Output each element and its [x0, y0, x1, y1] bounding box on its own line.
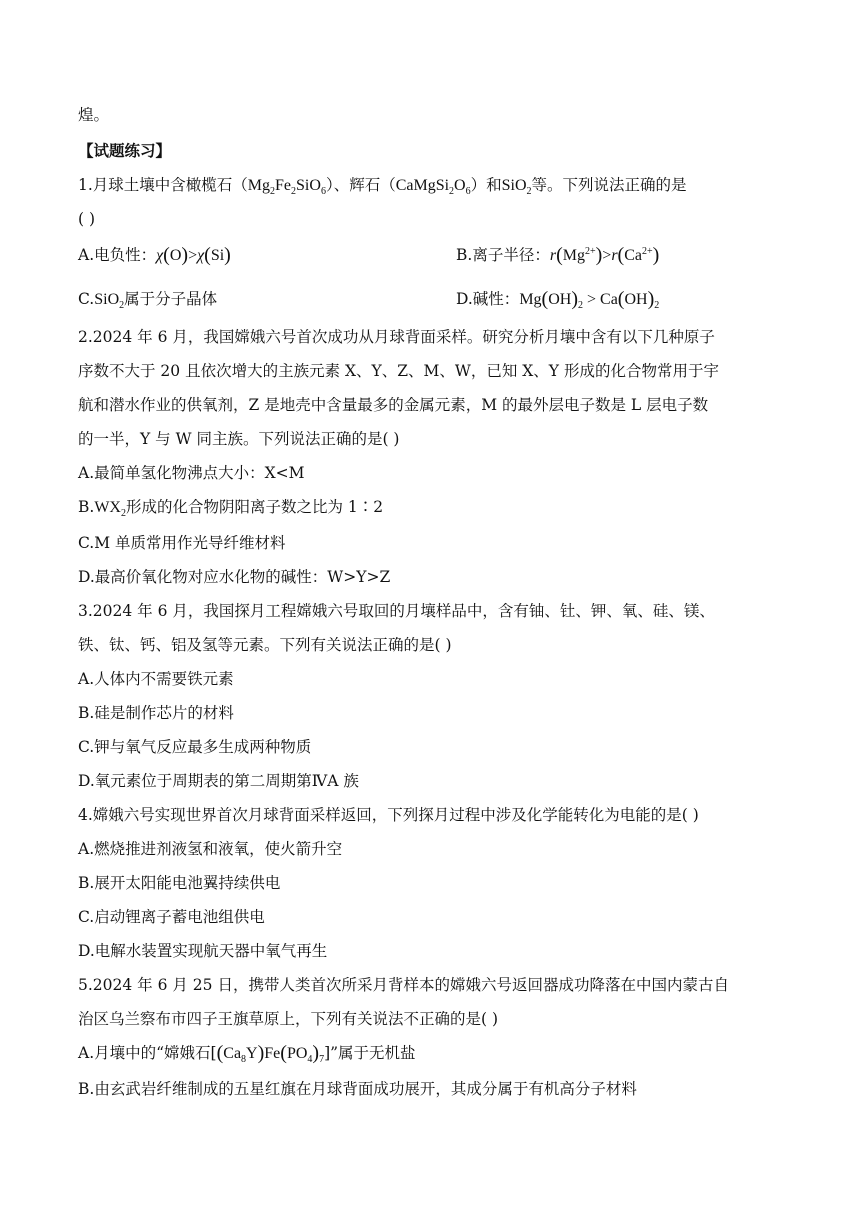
q1-stem: 1.月球土壤中含橄榄石$(Mg_2Fe_2SiO_6)$、辉石$(CaMgSi_2O_6)$和SiO$_2$等。下列说法正确的是	[78, 176, 687, 197]
q1-option-b: B.离子半径：$r(Mg^{2+})>r(Ca^{2+})$	[456, 244, 660, 266]
formula-olivine: $Mg_2Fe_2SiO_6$	[247, 177, 326, 197]
formula-sio2: SiO$_2$	[501, 177, 532, 197]
q2-option-c: C.M 单质常用作光导纤维材料	[78, 534, 286, 552]
q2-option-a: A.最简单氢化物沸点大小：X<M	[78, 464, 305, 482]
formula-sio2-c: SiO$_2$	[94, 291, 125, 311]
q1-paren: ( )	[78, 210, 96, 228]
q1-option-a: A.电负性：χ(O)>χ(Si)	[78, 244, 231, 266]
q2-line3: 航和潜水作业的供氧剂，Z 是地壳中含量最多的金属元素，M 的最外层电子数是 L 层电子数	[78, 396, 709, 414]
q3-option-b: B.硅是制作芯片的材料	[78, 704, 234, 722]
q2-option-d: D.最高价氧化物对应水化物的碱性：W>Y>Z	[78, 568, 391, 586]
formula-changesite: $(Ca_8Y)Fe(PO_4)_7$	[216, 1042, 325, 1065]
q3-line2: 铁、钛、钙、铝及氢等元素。下列有关说法正确的是( )	[78, 636, 452, 654]
q5-line2: 治区乌兰察布市四子王旗草原上，下列有关说法不正确的是( )	[78, 1010, 499, 1028]
q2-line2: 序数不大于 20 且依次增大的主族元素 X、Y、Z、M、W，已知 X、Y 形成的化合物常用于宇	[78, 362, 719, 380]
q1-options-ab	[78, 244, 660, 267]
q4-option-a: A.燃烧推进剂液氢和液氧，使火箭升空	[78, 840, 343, 858]
formula-electronegativity: χ(O)>χ(Si)	[156, 244, 231, 266]
q4-option-d: D.电解水装置实现航天器中氧气再生	[78, 942, 328, 960]
formula-pyroxene: $CaMgSi_2O_6$	[395, 177, 471, 197]
q4-option-c: C.启动锂离子蓄电池组供电	[78, 908, 265, 926]
formula-ionic-radius: $r(Mg^{2+})>r(Ca^{2+})$	[549, 244, 660, 266]
formula-wx2: $WX_2$	[94, 499, 126, 519]
q3-line1: 3.2024 年 6 月，我国探月工程嫦娥六号取回的月壤样品中，含有铀、钍、钾、氧、硅、镁、	[78, 602, 715, 620]
section-title: 【试题练习】	[78, 141, 172, 160]
q2-line1: 2.2024 年 6 月，我国嫦娥六号首次成功从月球背面采样。研究分析月壤中含有以下几种原子	[78, 328, 715, 346]
q4-option-b: B.展开太阳能电池翼持续供电	[78, 874, 281, 892]
intro-tail: 煌。	[78, 106, 110, 124]
q5-option-b: B.由玄武岩纤维制成的五星红旗在月球背面成功展开，其成分属于有机高分子材料	[78, 1080, 637, 1098]
q3-option-a: A.人体内不需要铁元素	[78, 670, 234, 688]
q2-line4: 的一半，Y 与 W 同主族。下列说法正确的是( )	[78, 430, 400, 448]
q1-options-cd	[78, 288, 660, 311]
q5-line1: 5.2024 年 6 月 25 日，携带人类首次所采月背样本的嫦娥六号返回器成功降落在中国内蒙古自	[78, 976, 729, 994]
q1-option-c: C.SiO$_2$属于分子晶体	[78, 290, 218, 311]
formula-basicity: $Mg(OH)_2 > Ca(OH)_2$	[519, 288, 660, 311]
q3-option-d: D.氧元素位于周期表的第二周期第ⅣA 族	[78, 772, 359, 790]
q1-option-d: D.碱性：$Mg(OH)_2 > Ca(OH)_2$	[456, 288, 660, 311]
q4-line1: 4.嫦娥六号实现世界首次月球背面采样返回，下列探月过程中涉及化学能转化为电能的是( )	[78, 806, 699, 824]
q3-option-c: C.钾与氧气反应最多生成两种物质	[78, 738, 312, 756]
q5-option-a: A.月壤中的“嫦娥石$[(Ca_8Y)Fe(PO_4)_7]$”属于无机盐	[78, 1042, 416, 1065]
q2-option-b: $B.WX_2$形成的化合物阴阳离子数之比为 1∶2	[78, 498, 384, 519]
